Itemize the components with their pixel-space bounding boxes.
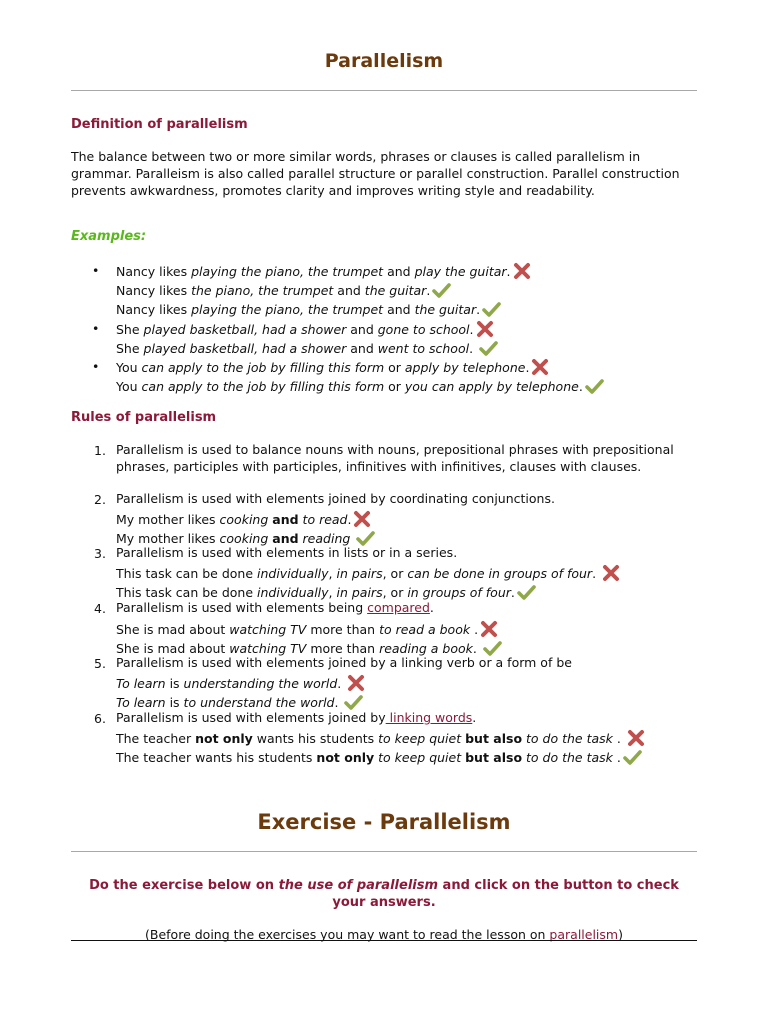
example-fragment: not only [195,731,253,746]
example-fragment: This task can be done [116,566,257,581]
example-fragment: You [116,379,142,394]
example-fragment: or [384,360,405,375]
check-icon [481,300,501,322]
example-fragment: Nancy likes [116,302,192,317]
example-fragment: . [578,379,583,394]
rules-heading: Rules of parallelism [71,410,217,425]
example-fragment: individually [257,566,329,581]
rule-text-before: Parallelism is used with elements joined by [116,710,386,725]
example-fragment: The teacher wants his students [116,750,317,765]
note-text-after: ) [618,927,623,942]
definition-heading: Definition of parallelism [71,117,248,132]
page-title: Parallelism [324,50,444,72]
example-fragment: . [506,264,511,279]
example-fragment: to do the task [526,750,613,765]
example-fragment: to understand the world [183,695,335,710]
example-fragment: . [510,585,515,600]
example-fragment: not only [316,750,375,765]
note-underline [71,940,697,941]
rule-number: 5. [94,656,106,671]
example-fragment: wants his students [252,731,379,746]
correct-example [116,300,501,322]
example-fragment: She is mad about [116,622,230,637]
bullet: • [92,359,100,374]
rule-text [116,600,696,617]
example-fragment: played basketball, had a shower [143,341,347,356]
example-fragment: went to school [377,341,470,356]
example-fragment: , [328,566,337,581]
example-fragment: more than [306,641,380,656]
example-fragment: play the guitar [414,264,507,279]
example-fragment: She is mad about [116,641,230,656]
example-fragment: and [346,341,378,356]
example-fragment: played basketball, had a shower [143,322,347,337]
example-fragment: . [469,341,478,356]
correct-example [116,377,604,399]
example-fragment: , or [382,585,408,600]
rule-number: 1. [94,443,106,458]
example-fragment: to do the task [526,731,613,746]
example-fragment: and [383,264,415,279]
example-fragment: playing the piano, the trumpet [191,264,384,279]
rule-link[interactable]: compared [367,600,430,615]
example-fragment: gone to school [377,322,470,337]
example-fragment: cooking [219,512,269,527]
exercise-intro [71,877,697,911]
rule-link[interactable]: linking words [385,710,473,725]
example-fragment: playing the piano, the trumpet [191,302,384,317]
exercise-title: Exercise - Parallelism [257,810,511,834]
cross-icon [512,262,532,284]
exercise-divider [71,851,697,852]
example-fragment: cooking [219,531,269,546]
intro-emphasis: the use of parallelism [278,878,439,893]
check-icon [584,377,604,399]
rule-text-before: Parallelism is used with elements being [116,600,368,615]
example-fragment: to keep quiet [378,750,462,765]
rule-number: 3. [94,546,106,561]
example-fragment [350,531,354,546]
examples-label: Examples: [71,229,147,244]
example-fragment: . [337,676,346,691]
example-fragment: is [165,676,184,691]
example-fragment: to keep quiet [378,731,462,746]
example-fragment: . [612,750,621,765]
example-fragment: . [476,302,481,317]
rule-text: Parallelism is used to balance nouns with nouns, prepositional phrases with prepositional phrases, participles with participles, infinitives with infinitives, clauses with clauses. [116,442,674,474]
example-fragment: . [472,641,481,656]
example-fragment: . [334,695,343,710]
bullet: • [92,263,100,278]
example-fragment: Nancy likes [116,264,192,279]
example-fragment: to read a book [379,622,471,637]
rule-text-after: . [429,600,434,615]
rule-number: 6. [94,711,106,726]
example-fragment: you can apply by telephone [404,379,579,394]
example-fragment: in pairs [336,566,383,581]
example-fragment: . [469,322,474,337]
rule-number: 4. [94,601,106,616]
example-fragment: watching TV [229,622,307,637]
example-fragment: . [612,731,625,746]
example-fragment: . [592,566,601,581]
correct-example [116,748,642,770]
example-fragment: can be done in groups of four [407,566,593,581]
example-fragment: but also [465,750,523,765]
rule-number: 2. [94,492,106,507]
example-fragment: and [333,283,365,298]
example-fragment: She [116,341,144,356]
example-fragment: , [328,585,337,600]
example-fragment: in groups of four [407,585,511,600]
title-divider [71,90,697,91]
example-fragment: She [116,322,144,337]
example-fragment: . [470,622,479,637]
example-fragment: reading a book [379,641,473,656]
example-fragment: My mother likes [116,512,220,527]
example-fragment: can apply to the job by filling this form [141,379,385,394]
rule-text: Parallelism is used with elements joined by coordinating conjunctions. [116,491,555,506]
example-fragment: can apply to the job by filling this form [141,360,385,375]
intro-text-before: Do the exercise below on [89,878,279,893]
rule-text [116,710,696,727]
example-fragment: or [384,379,405,394]
example-fragment: The teacher [116,731,196,746]
rule-text-after: . [472,710,477,725]
example-fragment: and [346,322,378,337]
example-fragment: is [165,695,184,710]
bullet: • [92,321,100,336]
example-fragment: in pairs [336,585,383,600]
example-fragment: My mother likes [116,531,220,546]
example-fragment: This task can be done [116,585,257,600]
example-fragment: individually [257,585,329,600]
example-fragment: the guitar [364,283,427,298]
example-fragment: To learn [116,695,166,710]
example-fragment: , or [382,566,408,581]
intro-text-after: and click on the button to check your answers. [332,878,679,910]
rule-text: Parallelism is used with elements joined by a linking verb or a form of be [116,655,572,670]
example-fragment: . [525,360,530,375]
parallelism-lesson-link[interactable]: parallelism [549,927,619,942]
example-fragment: To learn [116,676,166,691]
check-icon [622,748,642,770]
example-fragment: and [383,302,415,317]
rule-text: Parallelism is used with elements in lists or in a series. [116,545,458,560]
example-fragment: and [272,512,299,527]
example-fragment: watching TV [229,641,307,656]
example-fragment: to read [302,512,348,527]
example-fragment: . [426,283,431,298]
example-fragment: reading [302,531,351,546]
cross-icon [601,564,621,586]
example-fragment: apply by telephone [404,360,526,375]
example-fragment: the guitar [414,302,477,317]
example-fragment: the piano, the trumpet [191,283,334,298]
example-fragment: but also [465,731,523,746]
example-fragment: and [272,531,299,546]
example-fragment: . [347,512,352,527]
example-fragment: understanding the world [183,676,338,691]
example-fragment: You [116,360,142,375]
note-text-before: (Before doing the exercises you may want to read the lesson on [145,927,550,942]
example-fragment: Nancy likes [116,283,192,298]
example-fragment: more than [306,622,380,637]
definition-text: The balance between two or more similar words, phrases or clauses is called parallelism in grammar. Paralleism is also called parallel structure or parallel construction. Parallel construction prevents awkwardness, promotes clarity and improves writing style and readability. [71,149,680,198]
